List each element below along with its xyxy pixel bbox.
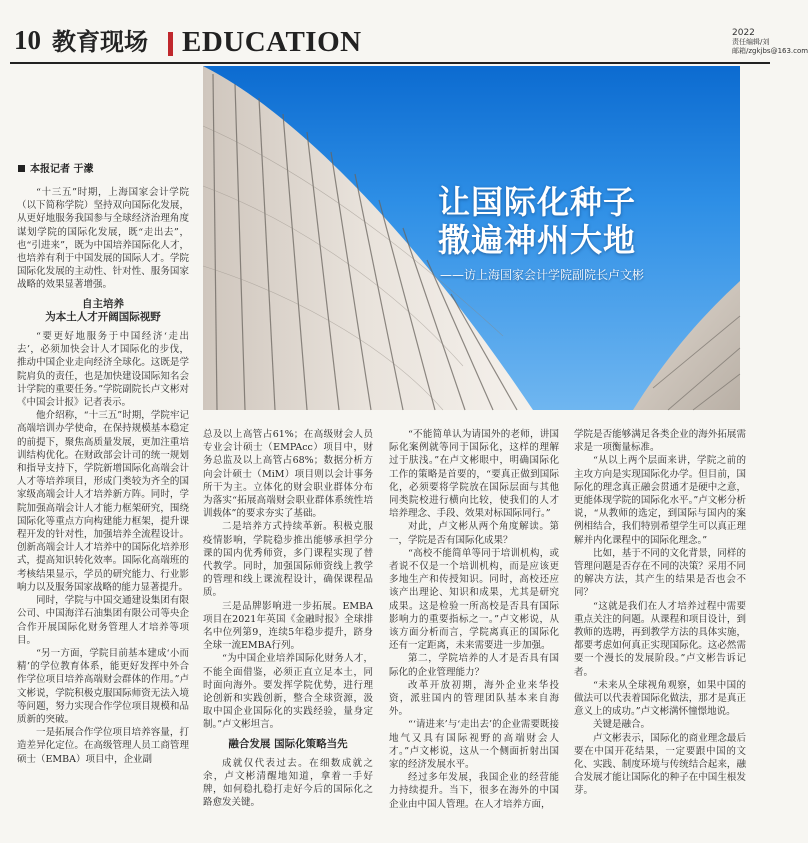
paragraph: 对此，卢文彬从两个角度解读。第一，学院是否有国际化成果？ xyxy=(389,521,559,546)
paragraph: 三是品牌影响进一步拓展。EMBA项目在2021年英国《金融时报》全球排名中位列第9，连续5年稳步提升，跻身全球一流EMBA行列。 xyxy=(203,600,373,652)
paragraph: 学院是否能够满足各类企业的海外拓展需求是一项衡量标准。 xyxy=(574,429,746,454)
editor-name: 责任编辑/刘 xyxy=(732,38,770,46)
paragraph: 同时，学院与中国交通建设集团有限公司、中国海洋石油集团有限公司等央企合作开展国际化财务管理人才培养等项目。 xyxy=(17,595,189,646)
paragraph: “未来从全球视角观察，如果中国的做法可以代表着国际化做法，那才是真正意义上的成功。”卢文彬满怀憧憬地说。 xyxy=(574,679,746,718)
byline-text: 本报记者 于濛 xyxy=(30,164,94,175)
issue-year: 2022 xyxy=(732,28,755,38)
section2-heading: 融合发展 国际化策略当先 xyxy=(228,737,348,750)
paragraph: “要更好地服务于中国经济‘走出去’，必须加快会计人才国际化的步伐，推动中国企业走向经济全球化。这既是学院肩负的责任，也是加快建设国际知名会计学院的重要任务。”学院副院长卢文彬对《中国会计报》记者表示。 xyxy=(17,331,189,409)
paragraph: 他介绍称，“十三五”时期，学院牢记高端培训办学使命，在保持规模基本稳定的前提下，聚焦高质量发展，更加注重培训结构优化。在财政部会计司的统一规划和指导支持下，学院新增国际化高端会计人才等培养项目，形成门类较为齐全的国家级高端会计人才培养新方阵。同时，学院加强高端会计人才能力框架研究，围绕国际化等重点方向构建能力框架，提升课程开发的针对性，加强培养全流程设计。创新高端会计人才培养中的国际化培养形式，提高知识转化效率。国际化高端班的考核结果显示，学员的研究能力、行业影响力以及服务国家战略的能力显著提升。 xyxy=(17,410,189,593)
paragraph: 第二，学院培养的人才是否具有国际化的企业管理能力？ xyxy=(389,653,559,678)
paragraph: “另一方面，学院目前基本建成‘小而精’的学位教育体系，能更好发挥中外合作学位项目培养高端财会群体的作用。”卢文彬说，学院积极克服国际师资无法入境等问题，努力实现合作学位项目规模和品质新的突破。 xyxy=(17,647,189,725)
section1-heading-line1: 自主培养 xyxy=(82,297,124,310)
paragraph: “这就是我们在人才培养过程中需要重点关注的问题。从课程和项目设计，到教师的选聘，再到教学方法的具体实施，都要考虑如何真正实现国际化。这必然需要一个漫长的发展阶段。”卢文彬告诉记者。 xyxy=(574,600,746,678)
paragraph: 经过多年发展，我国企业的经营能力持续提升。当下，很多在海外的中国企业由中国人管理。在人才培养方面， xyxy=(389,772,559,810)
paragraph: “‘请进来’与‘走出去’的企业需要既接地气又具有国际视野的高端财会人才。”卢文彬说，这从一个侧面折射出国家的经济发展水平。 xyxy=(389,719,559,771)
headline-photo xyxy=(203,66,740,410)
editor-email: 邮箱/zgkjbs@163.com xyxy=(732,47,808,55)
article-column-4 xyxy=(574,428,746,833)
page-header xyxy=(0,0,808,60)
paragraph: 卢文彬表示，国际化的商业理念最后要在中国开花结果，一定要跟中国的文化、实践、制度环境与传统结合起来，融合发展才能让国际化的种子在中国生根发芽。 xyxy=(574,732,746,797)
headline-line-1: 让国际化种子 xyxy=(438,183,637,221)
paragraph: 一是拓展合作学位项目培养容量，打造差异化定位。在高级管理人员工商管理硕士（EMBA）项目中，企业副 xyxy=(17,727,189,765)
header-rule xyxy=(10,62,770,64)
headline-line-2: 撒遍神州大地 xyxy=(438,221,637,259)
intro-paragraph: “十三五”时期，上海国家会计学院（以下简称学院）坚持双向国际化发展，从更好地服务我国参与全球经济治理角度谋划学院的国际化发展，既“走出去”，也“引进来”，既为中国培养国际化人才，也培养有利于中国发展的国际人才。学院国际化发展的主动性、针对性、服务国家战略的效果显著增强。 xyxy=(17,187,189,291)
paragraph: 关键是融合。 xyxy=(593,719,651,731)
paragraph: 比如，基于不同的文化背景，同样的管理问题是否存在不同的决策？采用不同的解决方法，其产生的结果是否也会不同？ xyxy=(574,547,746,599)
article-column-1 xyxy=(17,186,189,831)
paragraph: 总及以上高管占61%；在高级财会人员专业会计硕士（EMPAcc）项目中，财务总监及以上高管占68%；数据分析方向会计硕士（MiM）项目则以会计事务所干为主。立体化的财会职业群体分布为落实“拓展高端财会职业群体系统性培训载体”的要求夯实了基础。 xyxy=(203,429,373,520)
section-title-cn: 教育现场 xyxy=(52,28,148,56)
paragraph: “为中国企业培养国际化财务人才，不能全面借鉴，必须正直立足本土，同时面向海外。要发挥学院优势，进行理论创新和实践创新，整合全球资源，汲取中国企业国际化的实践经验，量身定制。”卢文彬坦言。 xyxy=(203,653,373,731)
page-number: 10 xyxy=(14,25,41,55)
byline xyxy=(18,160,93,175)
headline-subtitle: ——访上海国家会计学院副院长卢文彬 xyxy=(440,268,645,282)
byline-square-icon xyxy=(18,165,25,172)
paragraph: “从以上两个层面来讲，学院之前的主攻方向是实现国际化办学。但目前，国际化的理念真正融会贯通才是硬中之意，更能体现学院的国际化水平。”卢文彬分析说，“从教师的选定，到国际与国内的案例相结合，我们特别希望学生可以真正理解并内化课程中的国际化理念。” xyxy=(574,455,746,546)
paragraph: “高校不能简单等同于培训机构，或者说不仅是一个培训机构，而是应该更多地生产和传授知识。同时，高校还应该产出理论、知识和成果，尤其是研究成果。这是检验一所高校是否具有国际影响力的重要指标之一。”卢文彬说，从该方面分析而言，学院离真正的国际化还有一定距离，未来需要进一步加强。 xyxy=(389,547,559,652)
paragraph: “不能简单认为请国外的老师，讲国际化案例就等同于国际化，这样的理解过于肤浅。”在卢文彬眼中，明确国际化工作的策略是首要的，“要真正做到国际化，必须要将学院放在国际层面与其他同类院校进行横向比较，使我们的人才培养理念、手段、效果对标国际同行。” xyxy=(389,429,559,520)
headline-title xyxy=(438,183,636,259)
paragraph: 改革开放初期，海外企业来华投资，派驻国内的管理团队基本来自海外。 xyxy=(389,679,559,718)
paragraph: 成就仅代表过去。在细数成就之余，卢文彬清醒地知道，拿着一手好牌，如何稳扎稳打走好今后的国际化之路愈发关键。 xyxy=(203,757,373,809)
article-column-3 xyxy=(389,428,559,833)
article-column-2 xyxy=(203,428,373,833)
section-divider-bar xyxy=(168,32,173,56)
editor-info xyxy=(732,28,808,56)
section1-heading xyxy=(17,298,189,324)
section-title-en: EDUCATION xyxy=(182,26,362,58)
section1-heading-line2: 为本土人才开阔国际视野 xyxy=(45,310,161,323)
paragraph: 二是培养方式持续革新。积极克服疫情影响，学院稳步推出能够承担学分课的国内优秀师资，多门课程实现了替代教学。同时，加强国际师资线上教学的管理和线上课流程设计，确保课程品质。 xyxy=(203,521,373,599)
